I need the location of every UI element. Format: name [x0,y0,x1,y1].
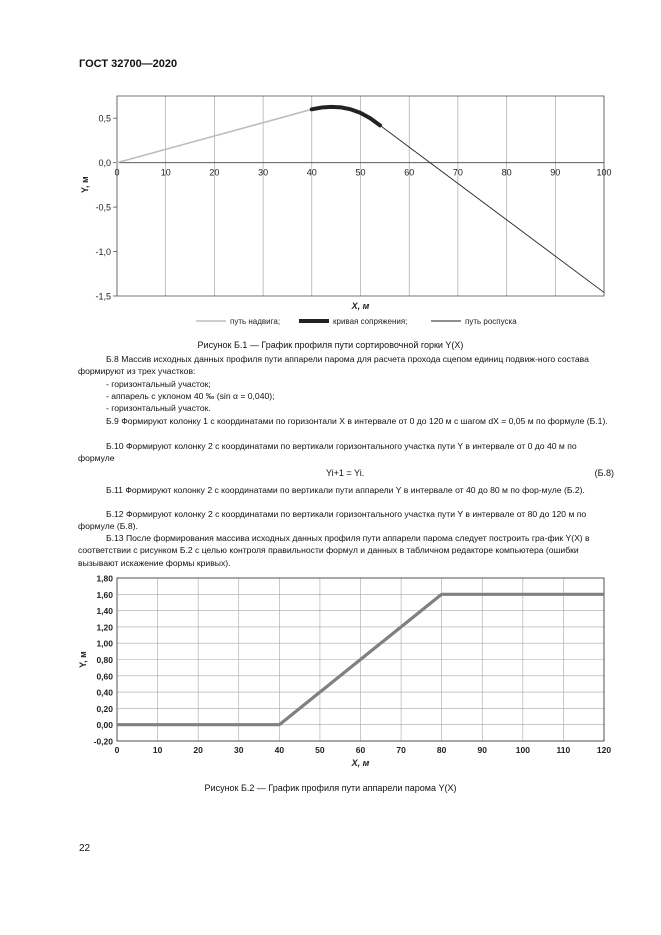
y-tick-label: -1,5 [95,291,111,302]
legend-label: путь роспуска [465,317,517,326]
y-axis-label: Y, м [78,651,88,668]
list-item: - аппарель с уклоном 40 ‰ (sin α = 0,040); [106,391,275,401]
formula-number: (Б.8) [594,468,614,478]
figure-b1-chart [0,0,661,340]
paragraph-b9: Б.9 Формируют колонку 1 с координатами по горизонтали X в интервале от 0 до 120 м с шагом dX = 0,05 м по формуле (Б.1). [106,416,608,426]
x-axis-label: X, м [351,301,370,311]
x-tick-label: 80 [436,745,447,755]
y-tick-label: 0,5 [98,113,111,124]
list-item: - горизонтальный участок; [106,379,211,389]
x-tick-label: 10 [152,745,163,755]
y-tick-label: -1,0 [95,247,111,258]
y-tick-label: -0,20 [93,736,113,747]
paragraph-b10: Б.10 Формируют колонку 2 с координатами по вертикали горизонтального участка пути Y в интервале от 0 до 40 м по формуле [78,441,577,464]
page-number: 22 [79,843,91,854]
x-tick-label: 30 [258,167,269,178]
figure-b2-caption: Рисунок Б.2 — График профиля пути аппарели парома Y(X) [204,783,457,793]
x-tick-label: 30 [234,745,244,755]
y-tick-label: 0,60 [96,671,113,682]
y-tick-label: 1,40 [96,606,113,617]
x-tick-label: 20 [209,167,220,178]
x-tick-label: 60 [355,745,366,755]
x-tick-label: 80 [501,167,512,178]
x-tick-label: 0 [114,745,120,755]
figure-b2-chart [0,570,661,780]
y-tick-label: 1,80 [96,573,113,584]
formula-expression: Yi+1 = Yi. [326,468,365,478]
y-tick-label: 1,60 [96,589,113,600]
x-tick-label: 70 [452,167,463,178]
y-tick-label: -0,5 [95,202,111,213]
x-tick-label: 50 [315,745,325,755]
y-tick-label: 1,20 [96,622,113,633]
x-axis-label: X, м [351,758,370,768]
x-tick-label: 50 [355,167,366,178]
x-tick-label: 90 [477,745,487,755]
series-line [380,125,604,292]
x-tick-label: 40 [306,167,317,178]
y-axis-label: Y, м [80,176,90,194]
paragraph-b13: Б.13 После формирования массива исходных данных профиля пути аппарели парома следует построить гра-фик Y(X) в соответствии с рисунком Б.2 с целью контроля правильности формул и данных в табличном редакторе компьютера (ошибки вызывают искажение формы кривых). [78,533,590,568]
legend-label: путь надвига; [230,317,281,326]
y-tick-label: 0,0 [98,158,111,169]
figure-b1-caption: Рисунок Б.1 — График профиля пути сортировочной горки Y(X) [197,340,464,350]
y-tick-label: 1,00 [96,638,113,649]
y-tick-label: 0,80 [96,655,113,665]
x-tick-label: 100 [515,745,530,755]
y-tick-label: 0,20 [96,703,113,714]
x-tick-label: 20 [193,745,203,755]
legend-label: кривая сопряжения; [333,317,408,326]
x-tick-label: 10 [160,167,171,178]
x-tick-label: 40 [274,745,285,755]
paragraph-b11: Б.11 Формируют колонку 2 с координатами по вертикали пути аппарели Y в интервале от 40 до 80 м по фор-муле (Б.2). [106,485,585,495]
x-tick-label: 120 [596,745,612,755]
formula-b8 [78,468,614,482]
x-tick-label: 110 [556,745,571,755]
series-line [312,107,380,125]
list-item: - горизонтальный участок. [106,403,211,413]
x-tick-label: 100 [596,167,612,178]
y-tick-label: 0,00 [96,720,113,731]
x-tick-label: 60 [404,167,415,178]
document-header: ГОСТ 32700—2020 [79,58,178,70]
paragraph-b8: Б.8 Массив исходных данных профиля пути аппарели парома для расчета прохода сцепом единиц подвиж-ного состава формируют из трех участков: [78,354,589,377]
y-tick-label: 0,40 [96,687,113,698]
x-tick-label: 90 [550,167,561,178]
x-tick-label: 70 [396,745,406,755]
paragraph-b12: Б.12 Формируют колонку 2 с координатами по вертикали горизонтального участка пути Y в интервале от 80 до 120 м по формуле (Б.8). [78,509,587,532]
x-tick-label: 0 [114,167,120,178]
